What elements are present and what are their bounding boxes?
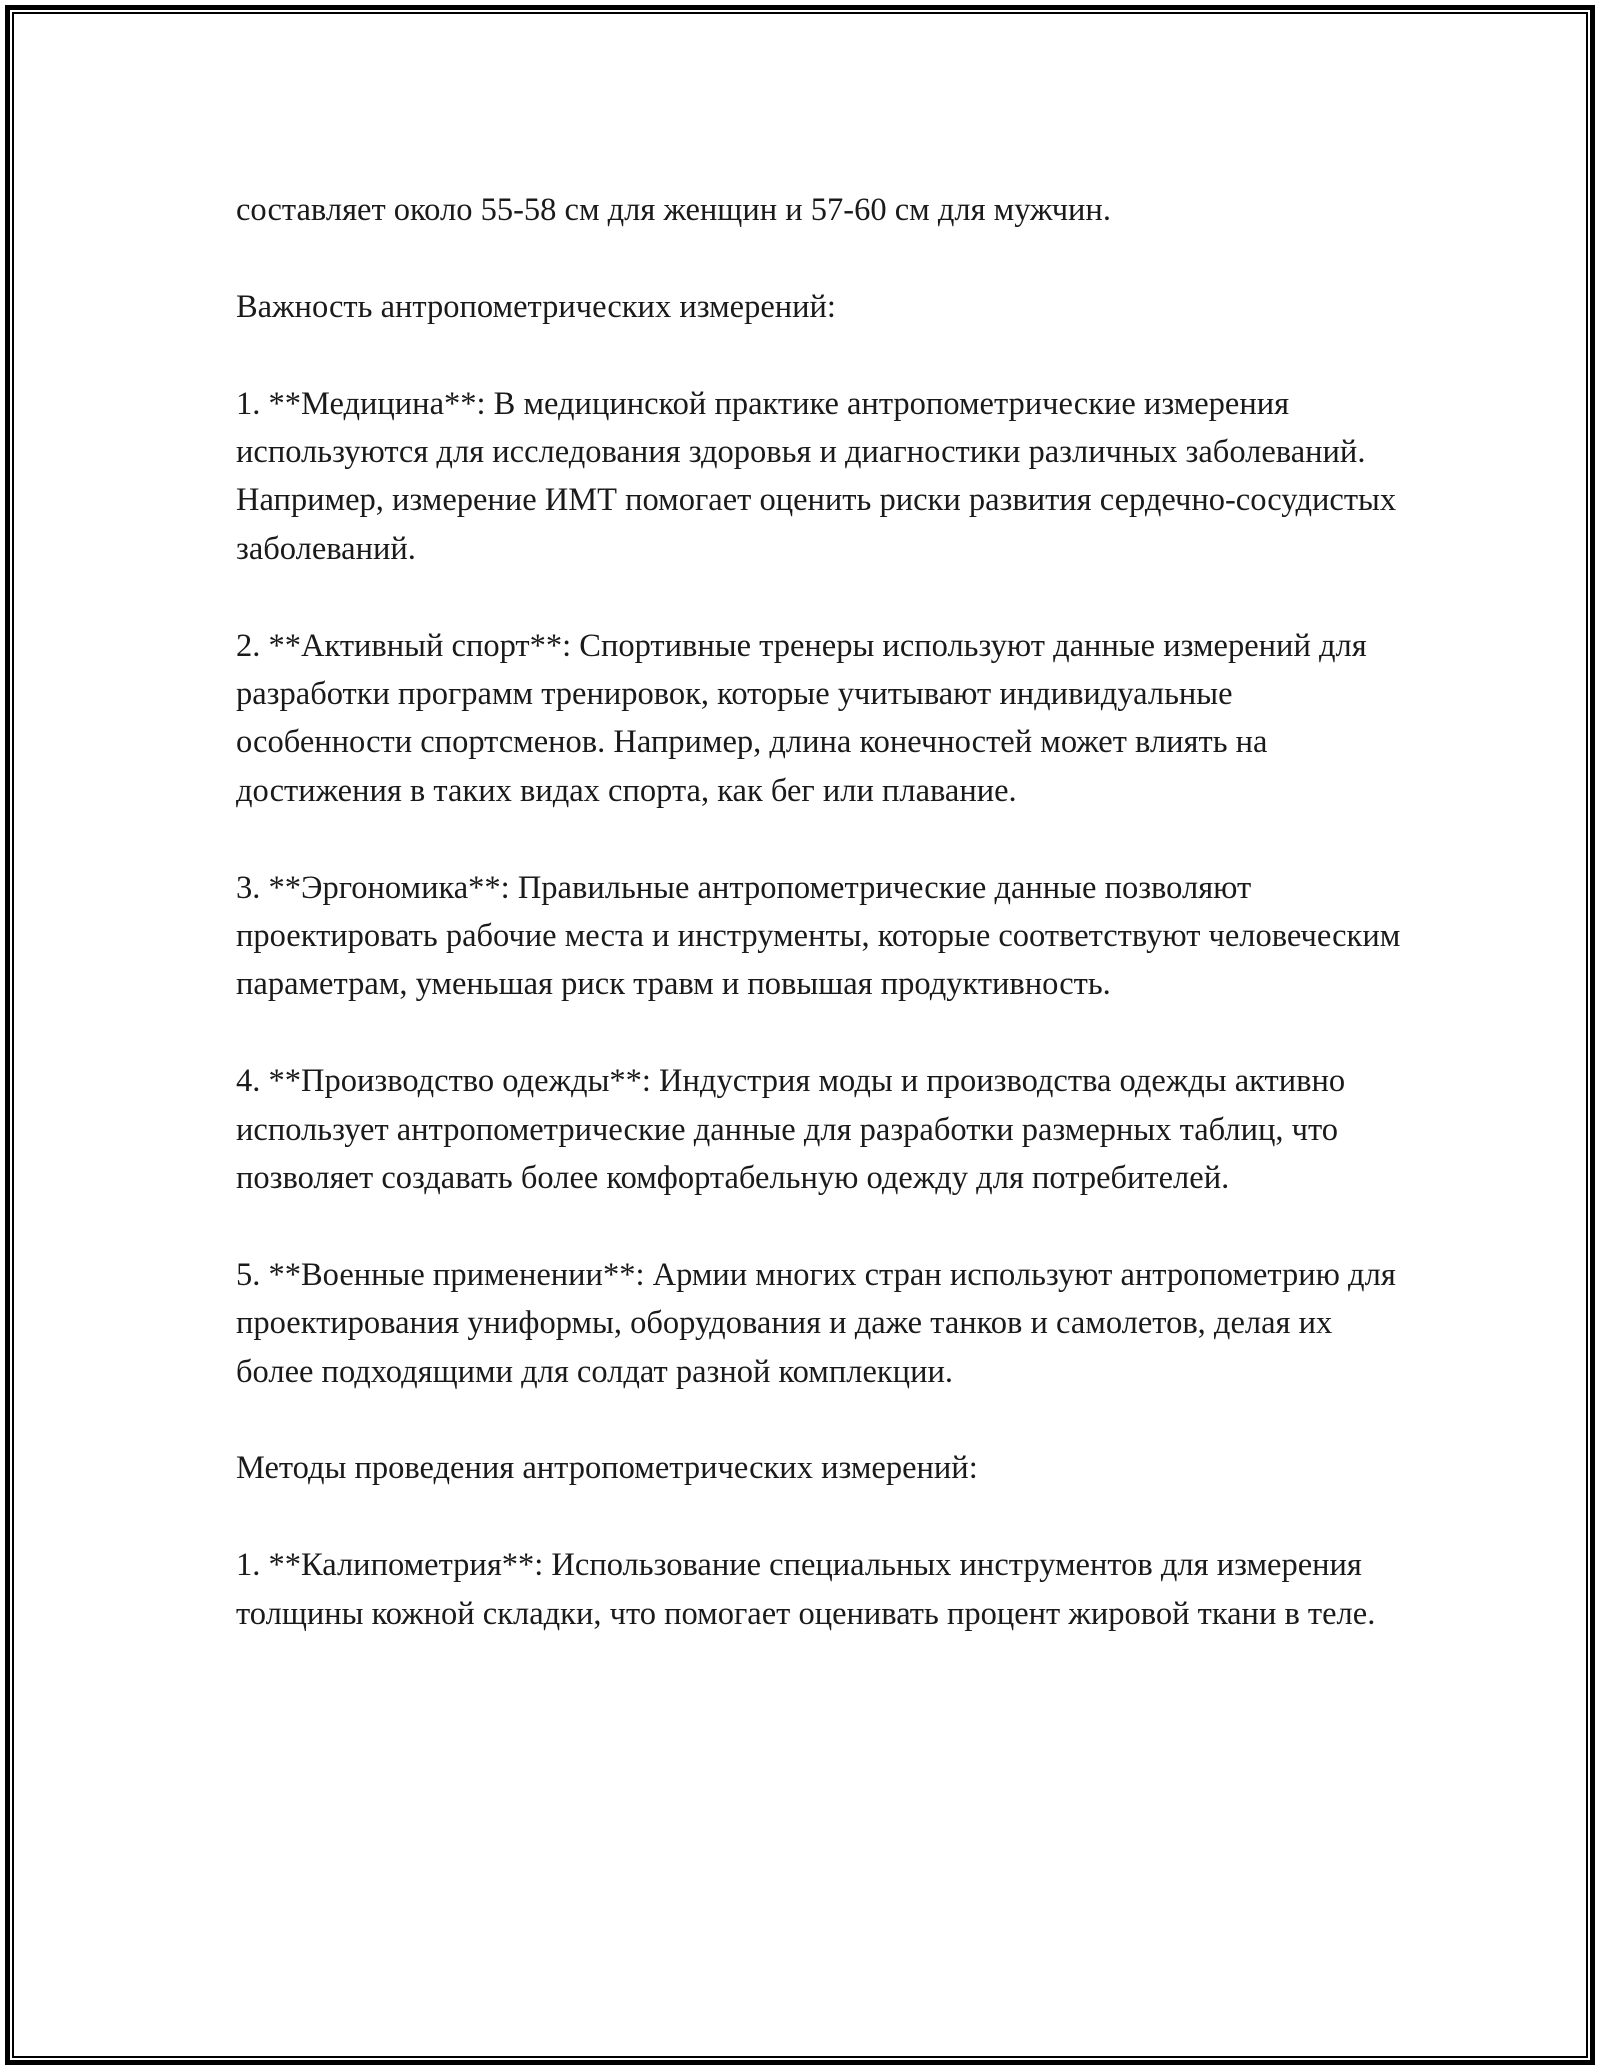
list-item-sport: 2. **Активный спорт**: Спортивные тренеры используют данные измерений для разработки программ тренировок, которые учитывают индивидуальные особенности спортсменов. Например, длина конечностей может влиять на достижения в таких видах спорта, как бег или плавание. bbox=[236, 627, 1367, 809]
section-heading-importance: Важность антропометрических измерений: bbox=[236, 288, 836, 325]
list-item-calipometry: 1. **Калипометрия**: Использование специальных инструментов для измерения толщины кожной складки, что помогает оценивать процент жировой ткани в теле. bbox=[236, 1547, 1376, 1632]
document-body bbox=[236, 186, 1416, 1638]
section-heading-methods: Методы проведения антропометрических измерений: bbox=[236, 1450, 978, 1487]
list-item-medicine: 1. **Медицина**: В медицинской практике антропометрические измерения используются для исследования здоровья и диагностики различных заболеваний. Например, измерение ИМТ помогает оценить риски развития сердечно-сосудистых заболеваний. bbox=[236, 385, 1397, 567]
paragraph-continuation: составляет около 55-58 см для женщин и 57-60 см для мужчин. bbox=[236, 192, 1111, 228]
list-item-military: 5. **Военные применении**: Армии многих стран используют антропометрию для проектирования униформы, оборудования и даже танков и самолетов, делая их более подходящими для солдат разной комплекции. bbox=[236, 1256, 1396, 1390]
list-item-clothing: 4. **Производство одежды**: Индустрия моды и производства одежды активно использует антропометрические данные для разработки размерных таблиц, что позволяет создавать более комфортабельную одежду для потребителей. bbox=[236, 1063, 1346, 1197]
list-item-ergonomics: 3. **Эргономика**: Правильные антропометрические данные позволяют проектировать рабочие места и инструменты, которые соответствуют человеческим параметрам, уменьшая риск травм и повышая продуктивность. bbox=[236, 869, 1401, 1003]
